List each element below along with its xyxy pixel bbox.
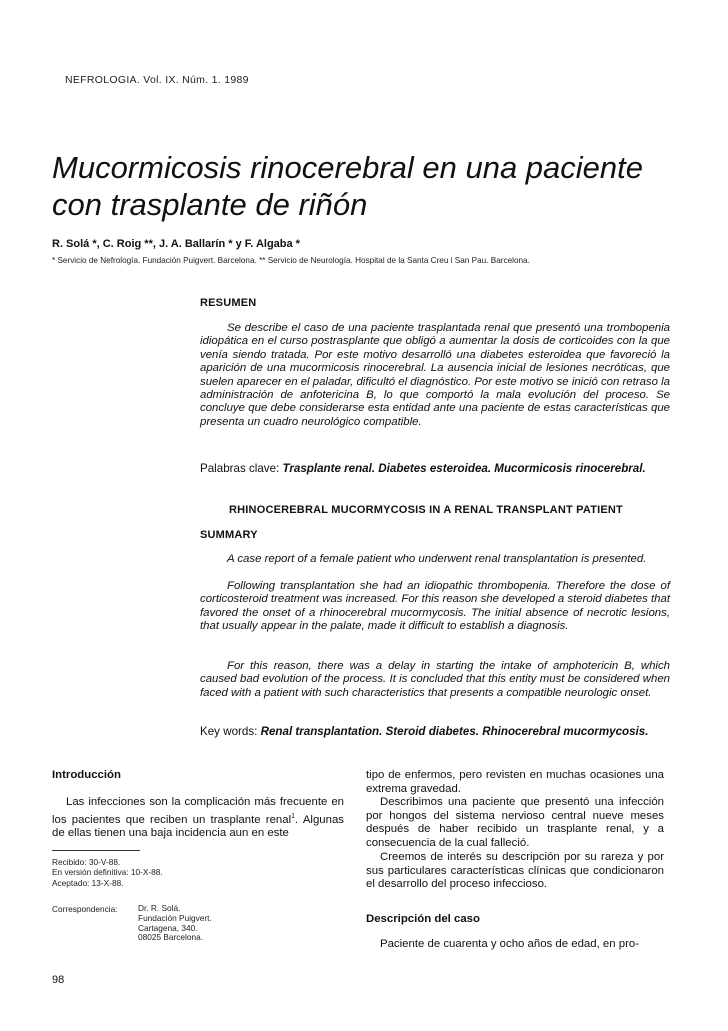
right-paragraph-2: Creemos de interés su descripción por su rareza y por sus particulares características clínicas que condicionaron el desarrollo del proceso infeccioso.	[366, 851, 664, 890]
resumen-keywords	[200, 462, 670, 475]
keywords-label-en: Key words:	[200, 725, 258, 738]
intro-paragraph: Las infecciones son la complicación más frecuente en los pacientes que reciben un trasplante renal$^1$. Algunas de ellas tienen una baja incidencia aun en este	[52, 796, 344, 839]
summary-p2: Following transplantation she had an idiopathic thrombopenia. Therefore the dose of corticosteroid treatment was increased. For this reason she developed a steroid diabetes that favored the onset of a rhinocerebral mucormycosis. The initial absence of necrotic lesions, that usually appear in the palate, made it difficult to establish a diagnosis.	[200, 580, 670, 633]
article-title: Mucormicosis rinocerebral en una paciente con trasplante de riñón	[52, 150, 644, 222]
correspondence-address	[138, 904, 212, 943]
right-paragraph-0: tipo de enfermos, pero revisten en muchas ocasiones una extrema gravedad.	[366, 769, 664, 795]
received-dates	[52, 857, 163, 888]
keywords-label: Palabras clave:	[200, 462, 280, 475]
summary-heading: SUMMARY	[200, 529, 258, 541]
revised-date: En versión definitiva: 10-X-88.	[52, 867, 163, 878]
corr-line: Cartagena, 340.	[138, 922, 198, 933]
journal-header: NEFROLOGIA. Vol. IX. Núm. 1. 1989	[65, 74, 249, 86]
case-paragraph: Paciente de cuarenta y ocho años de edad, en pro-	[380, 938, 640, 950]
summary-p3: For this reason, there was a delay in starting the intake of amphotericin B, which caused bad evolution of the process. It is concluded that this entity must be considered when faced with a patient with such characteristics that presents a compatible neurologic onset.	[200, 660, 670, 699]
resumen-heading: RESUMEN	[200, 297, 257, 309]
right-paragraph-1: Describimos una paciente que presentó una infección por hongos del sistema nervioso central nueve meses después de haber recibido un trasplante renal, y a consecuencia de la cual falleció.	[366, 796, 664, 849]
keywords-values: Trasplante renal. Diabetes esteroidea. Mucormicosis rinocerebral.	[282, 462, 646, 475]
received-date: Recibido: 30-V-88.	[52, 857, 121, 867]
english-title: RHINOCEREBRAL MUCORMYCOSIS IN A RENAL TRANSPLANT PATIENT	[229, 504, 623, 516]
summary-keywords	[200, 725, 670, 738]
authors: R. Solá *, C. Roig **, J. A. Ballarín * y F. Algaba *	[52, 238, 300, 250]
accepted-date: Aceptado: 13-X-88.	[52, 877, 124, 888]
corr-line: 08025 Barcelona.	[138, 932, 204, 943]
footnote-divider	[52, 850, 140, 851]
corr-line: Dr. R. Solá.	[138, 903, 181, 913]
affiliations: * Servicio de Nefrología. Fundación Puigvert. Barcelona. ** Servicio de Neurología. Hospital de la Santa Creu i San Pau. Barcelona.	[52, 256, 530, 265]
resumen-text: Se describe el caso de una paciente trasplantada renal que presentó una trombopenia idiopática en el curso postrasplante que obligó a aumentar la dosis de corticoides con la que venía siendo tratada. Por este motivo desarrolló una diabetes esteroidea que favoreció la aparición de una mucormicosis rinocerebral. La ausencia inicial de lesiones necróticas, que suelen aparecer en el paladar, dificultó el diagnóstico. Por este motivo se inició con retraso la administración de anfotericina B, lo que comportó la mala evolución del proceso. Se concluye que debe considerarse esta entidad ante una paciente de estas características que presenta un cuadro neurológico compatible.	[200, 322, 670, 428]
case-heading: Descripción del caso	[366, 913, 480, 925]
intro-heading: Introducción	[52, 769, 121, 781]
page-number: 98	[52, 974, 65, 986]
corr-line: Fundación Puigvert.	[138, 912, 212, 923]
keywords-values-en: Renal transplantation. Steroid diabetes. Rhinocerebral mucormycosis.	[260, 725, 649, 738]
summary-p1: A case report of a female patient who underwent renal transplantation is presented.	[227, 553, 647, 565]
correspondence-label: Correspondencia:	[52, 904, 118, 914]
reference-mark: 1	[291, 812, 296, 820]
